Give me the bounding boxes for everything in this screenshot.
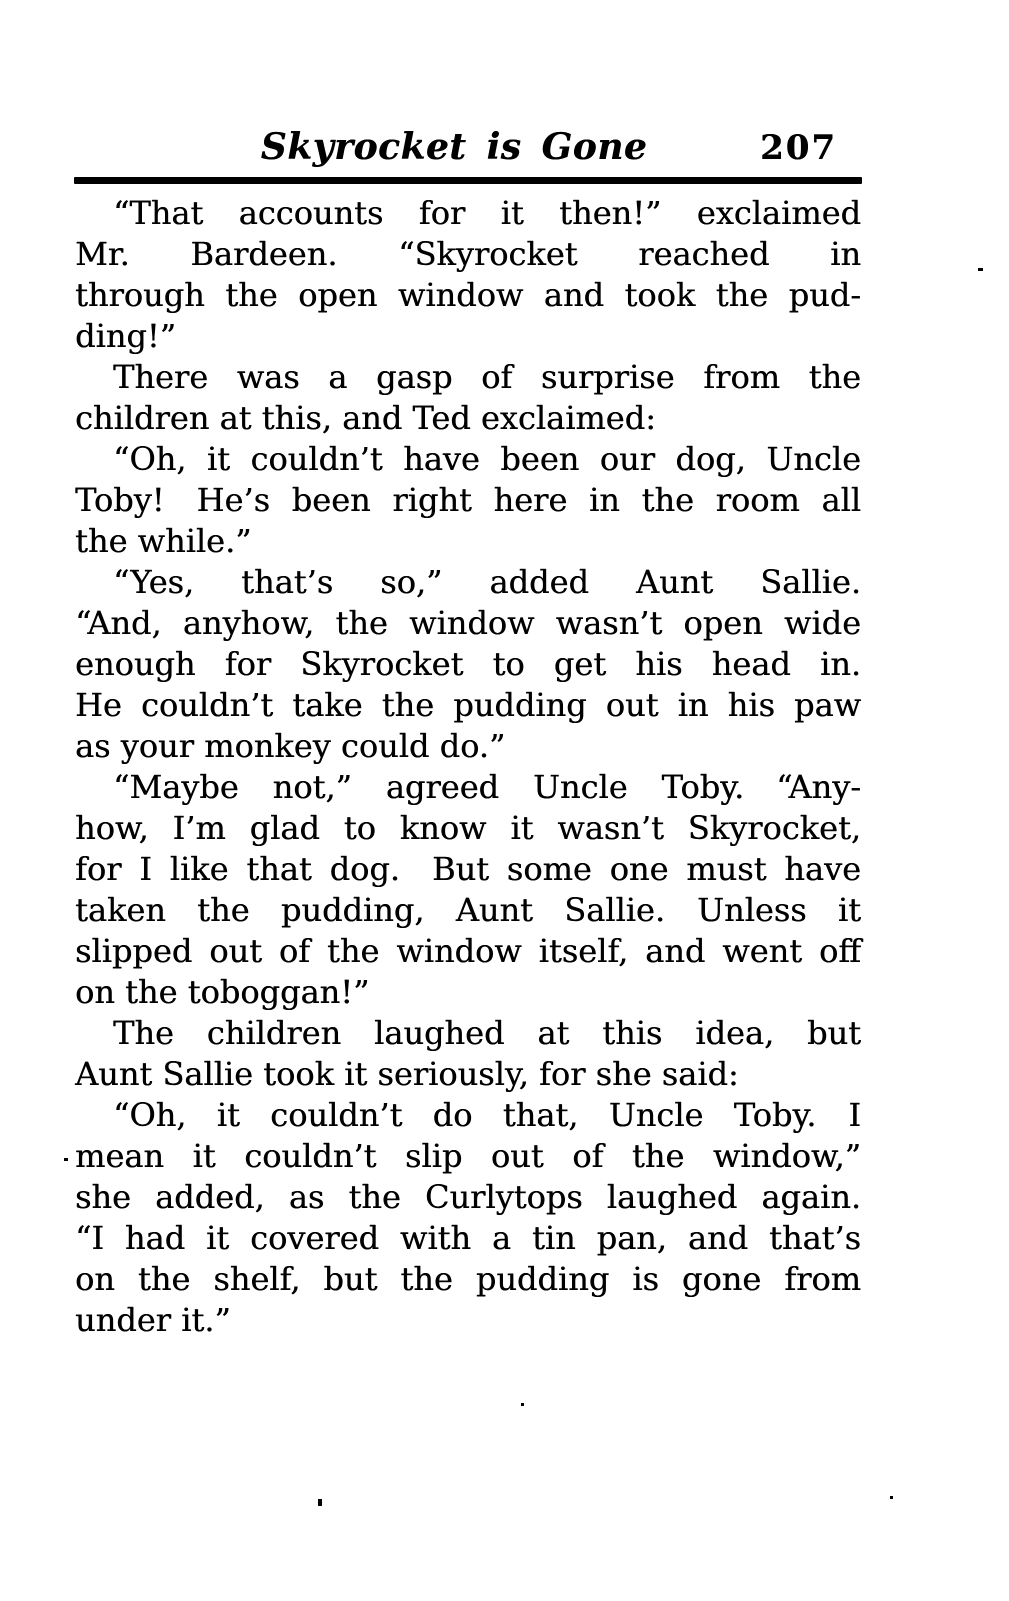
text-line: slipped out of the window itself, and went off bbox=[75, 932, 861, 970]
text-line: ding!” bbox=[75, 317, 177, 355]
text-line: “Oh, it couldn’t have been our dog, Uncle bbox=[113, 440, 861, 478]
scan-artifact-dot bbox=[978, 268, 983, 271]
page-number: 207 bbox=[760, 128, 837, 168]
scan-artifact-dot bbox=[64, 1158, 68, 1161]
text-line: on the toboggan!” bbox=[75, 973, 370, 1011]
text-line: under it.” bbox=[75, 1301, 231, 1339]
text-line: taken the pudding, Aunt Sallie. Unless it bbox=[75, 891, 861, 929]
scan-artifact-dot bbox=[521, 1403, 524, 1406]
text-line: The children laughed at this idea, but bbox=[113, 1014, 861, 1052]
paragraph bbox=[75, 357, 861, 439]
text-line: “Maybe not,” agreed Uncle Toby. “Any- bbox=[113, 768, 861, 806]
chapter-title: Skyrocket is Gone bbox=[260, 126, 648, 168]
text-line: she added, as the Curlytops laughed again. bbox=[75, 1178, 861, 1216]
text-line: as your monkey could do.” bbox=[75, 727, 506, 765]
text-line: “Oh, it couldn’t do that, Uncle Toby. I bbox=[113, 1096, 861, 1134]
text-line: He couldn’t take the pudding out in his paw bbox=[75, 686, 861, 724]
text-line: “And, anyhow, the window wasn’t open wide bbox=[75, 604, 861, 642]
text-line: There was a gasp of surprise from the bbox=[113, 358, 861, 396]
paragraph bbox=[75, 439, 861, 562]
text-line: children at this, and Ted exclaimed: bbox=[75, 399, 656, 437]
text-line: the while.” bbox=[75, 522, 252, 560]
paragraph bbox=[75, 767, 861, 1013]
paragraph bbox=[75, 193, 861, 357]
text-line: “That accounts for it then!” exclaimed bbox=[113, 194, 861, 232]
text-line: Mr. Bardeen. “Skyrocket reached in bbox=[75, 235, 861, 273]
scan-artifact-dot bbox=[318, 1499, 322, 1506]
scan-artifact-dot bbox=[890, 1496, 893, 1499]
text-line: how, I’m glad to know it wasn’t Skyrocket, bbox=[75, 809, 861, 847]
header-rule bbox=[74, 177, 862, 184]
text-line: mean it couldn’t slip out of the window,” bbox=[75, 1137, 861, 1175]
text-line: for I like that dog. But some one must have bbox=[75, 850, 861, 888]
text-line: “I had it covered with a tin pan, and that’s bbox=[75, 1219, 861, 1257]
text-line: Toby! He’s been right here in the room all bbox=[75, 481, 861, 519]
paragraph bbox=[75, 1095, 861, 1341]
paragraph bbox=[75, 1013, 861, 1095]
text-line: through the open window and took the pud- bbox=[75, 276, 861, 314]
text-line: “Yes, that’s so,” added Aunt Sallie. bbox=[113, 563, 861, 601]
text-line: Aunt Sallie took it seriously, for she said: bbox=[75, 1055, 739, 1093]
paragraph bbox=[75, 562, 861, 767]
running-head bbox=[75, 126, 861, 174]
text-line: on the shelf, but the pudding is gone from bbox=[75, 1260, 861, 1298]
text-line: enough for Skyrocket to get his head in. bbox=[75, 645, 861, 683]
page-body bbox=[75, 193, 861, 1341]
